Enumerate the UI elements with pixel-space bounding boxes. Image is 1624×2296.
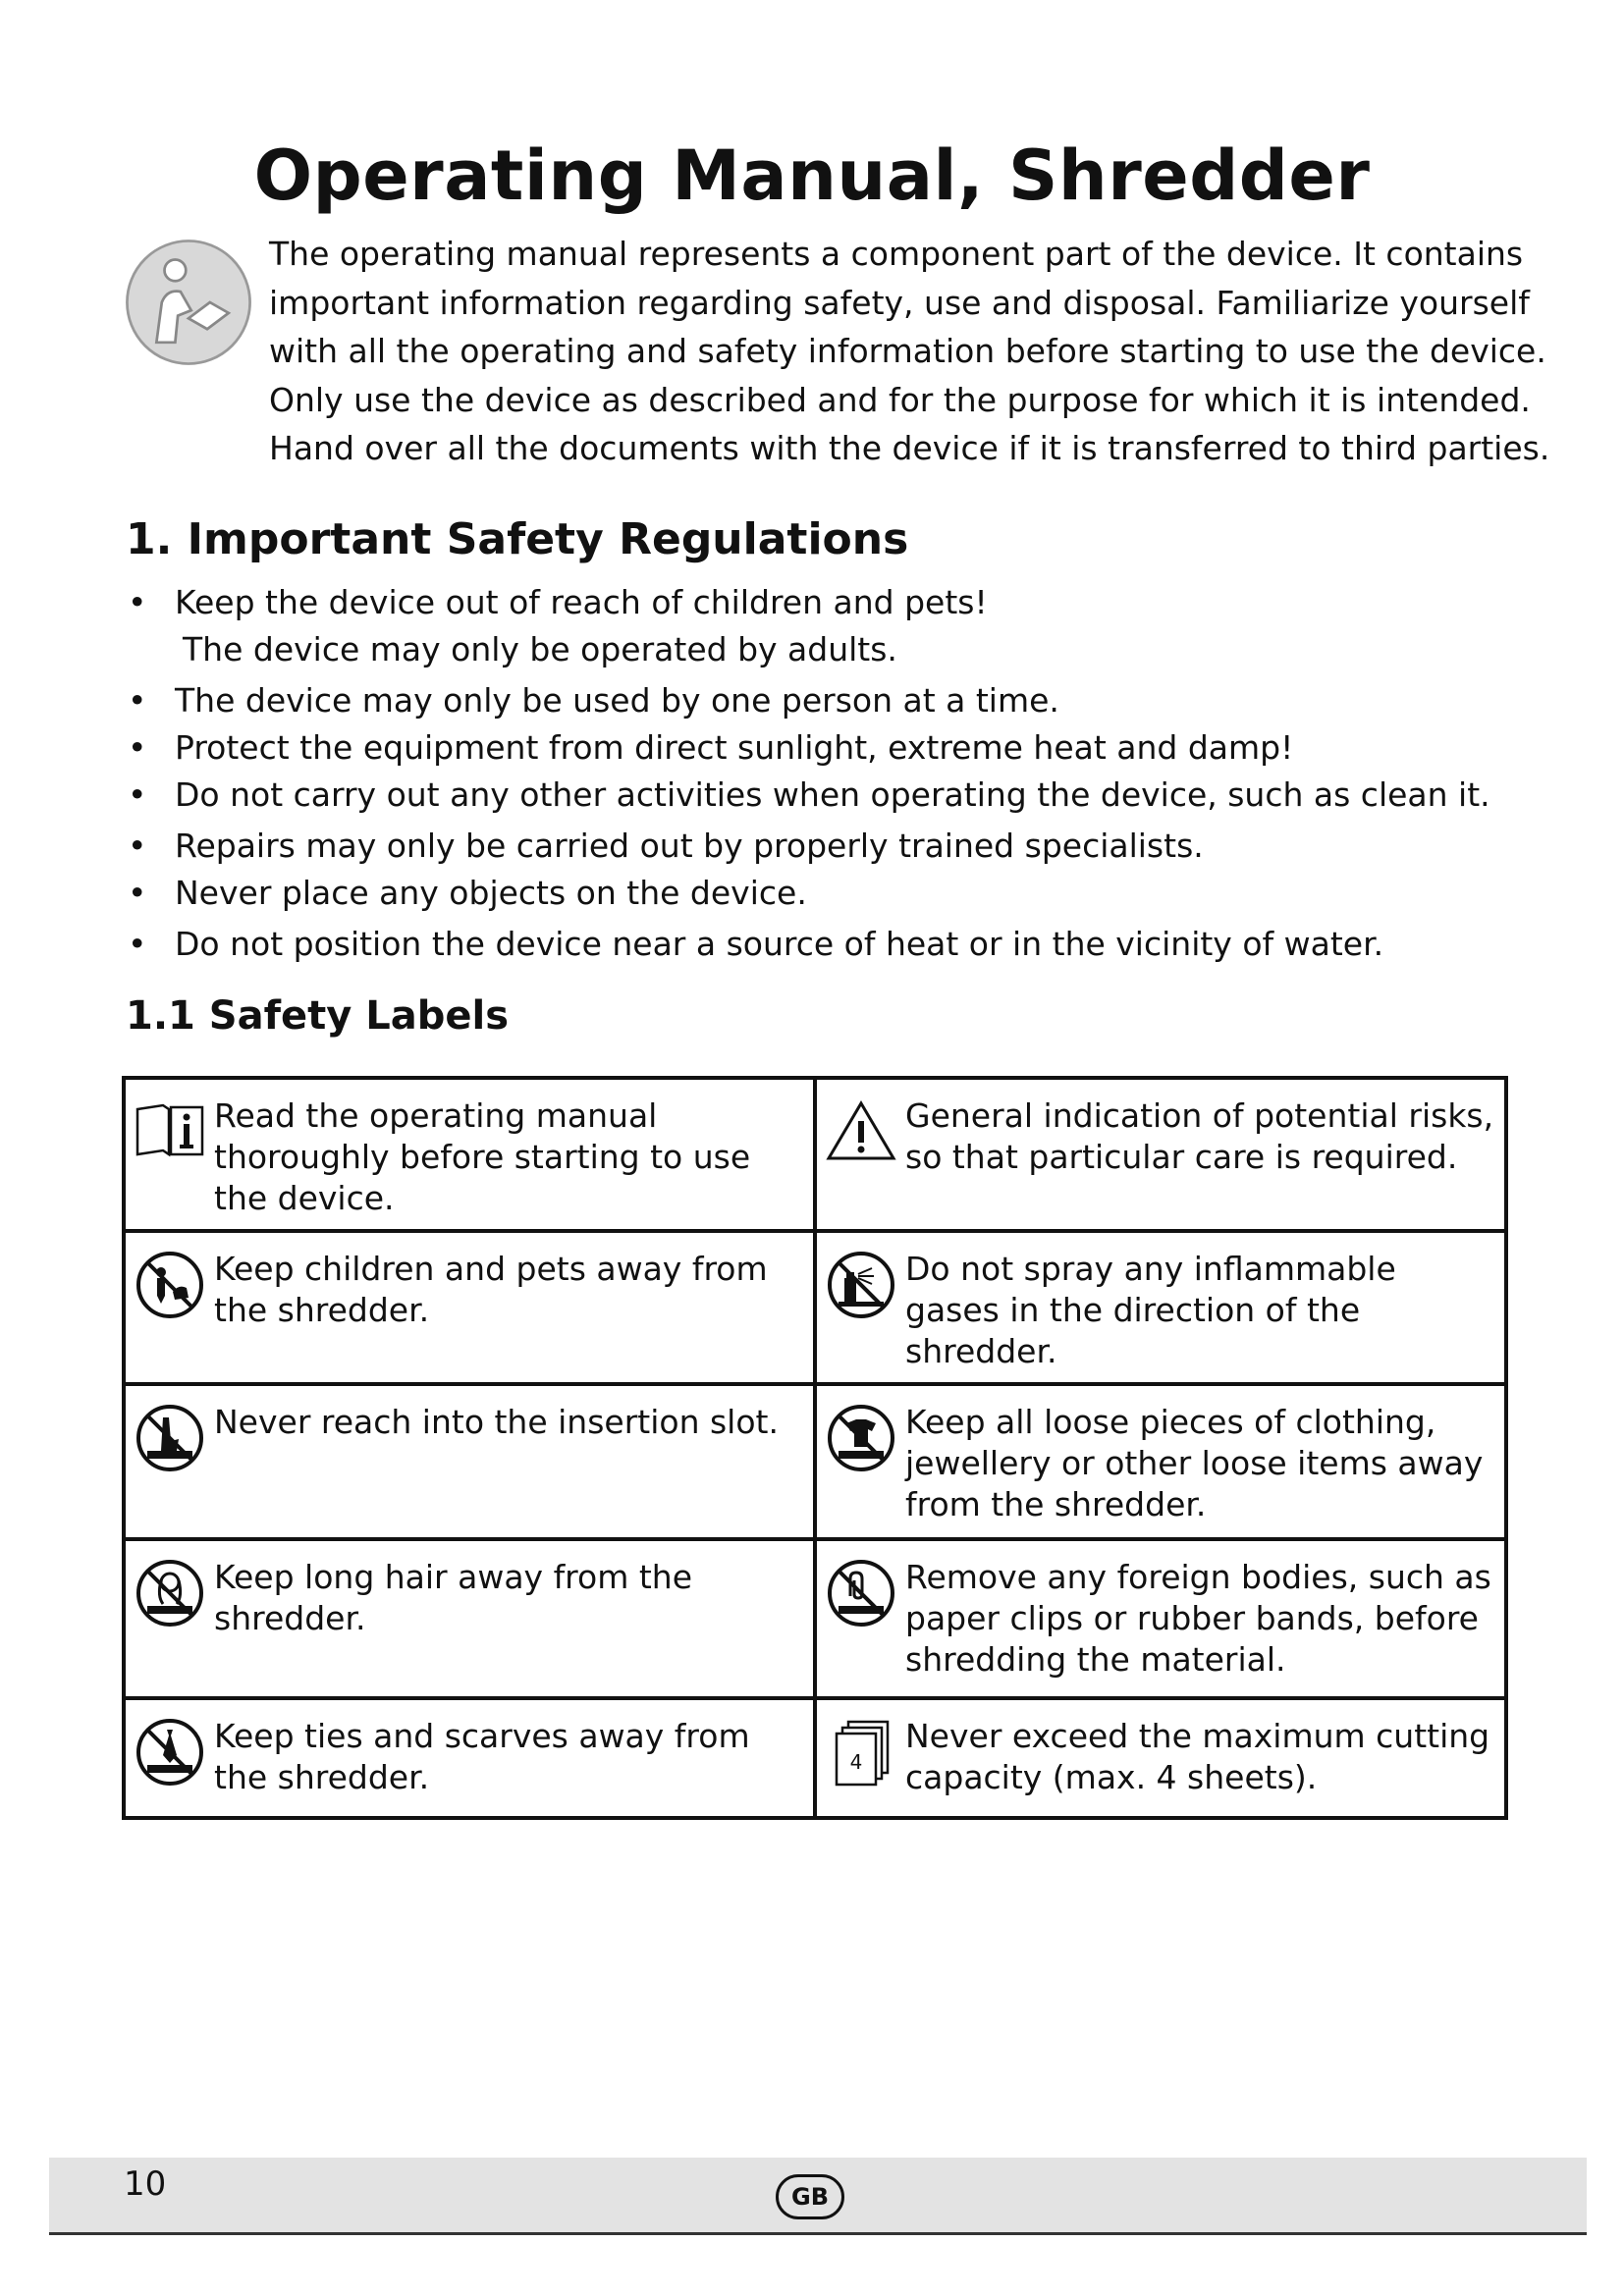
page-title: Operating Manual, Shredder [253, 135, 1371, 216]
intro-paragraph [269, 230, 1550, 473]
safety-label-cell [815, 1078, 1506, 1231]
safety-label-text: Remove any foreign bodies, such as paper clips or rubber bands, before shredding the material. [905, 1558, 1491, 1679]
no-ties-scarves-icon [134, 1716, 206, 1789]
max-sheets-icon [825, 1716, 897, 1789]
safety-label-text: Do not spray any inflammable gases in the direction of the shredder. [905, 1250, 1396, 1370]
list-item-text: Keep the device out of reach of children and pets! [175, 583, 988, 621]
intro-line: The operating manual represents a component part of the device. It contains [269, 235, 1524, 273]
max-sheets-number: 4 [849, 1750, 863, 1774]
page-number: 10 [124, 2164, 167, 2204]
country-badge: GB [776, 2174, 844, 2219]
list-item [126, 870, 1520, 917]
safety-label-cell [124, 1539, 815, 1698]
safety-label-cell [815, 1231, 1506, 1384]
intro-line: with all the operating and safety information before starting to use the device. [269, 332, 1546, 370]
no-children-pets-icon [134, 1249, 206, 1321]
safety-label-text: Keep ties and scarves away from the shredder. [214, 1717, 750, 1796]
no-long-hair-icon [134, 1557, 206, 1629]
list-item [126, 579, 1520, 673]
list-item-text: Do not position the device near a source of heat or in the vicinity of water. [175, 925, 1384, 963]
no-foreign-bodies-icon [825, 1557, 897, 1629]
list-item [126, 823, 1520, 870]
intro-line: important information regarding safety, use and disposal. Familiarize yourself [269, 283, 1530, 322]
no-loose-clothing-icon [825, 1402, 897, 1474]
no-hand-insertion-icon [134, 1402, 206, 1474]
no-spray-icon [825, 1249, 897, 1321]
table-row [124, 1384, 1506, 1539]
safety-label-cell [124, 1698, 815, 1818]
list-item-text: Never place any objects on the device. [175, 874, 807, 912]
list-item [126, 772, 1520, 819]
safety-regulations-list [126, 579, 1520, 968]
section-heading-safety-regulations: 1. Important Safety Regulations [126, 514, 909, 564]
read-manual-icon [122, 236, 255, 369]
safety-label-cell [124, 1231, 815, 1384]
table-row [124, 1078, 1506, 1231]
warning-triangle-icon [825, 1095, 897, 1168]
list-item-text: Repairs may only be carried out by properly trained specialists. [175, 827, 1204, 865]
safety-label-cell [815, 1539, 1506, 1698]
safety-label-cell [124, 1384, 815, 1539]
safety-label-text: Keep children and pets away from the shredder. [214, 1250, 768, 1329]
list-item-text: Protect the equipment from direct sunlight, extreme heat and damp! [175, 728, 1294, 767]
table-row [124, 1231, 1506, 1384]
safety-label-cell [124, 1078, 815, 1231]
footer-divider [49, 2232, 1587, 2235]
table-row [124, 1539, 1506, 1698]
list-item [126, 677, 1520, 724]
safety-label-cell [815, 1384, 1506, 1539]
safety-label-text: General indication of potential risks, so that particular care is required. [905, 1096, 1494, 1176]
list-item-text: Do not carry out any other activities when operating the device, such as clean it. [175, 775, 1490, 814]
safety-label-text: Never reach into the insertion slot. [214, 1403, 779, 1441]
intro-line: Only use the device as described and for the purpose for which it is intended. [269, 380, 1531, 419]
info-manual-icon [134, 1095, 206, 1168]
safety-label-text: Read the operating manual thoroughly before starting to use the device. [214, 1096, 751, 1217]
list-item [126, 921, 1520, 968]
section-heading-safety-labels: 1.1 Safety Labels [126, 993, 509, 1039]
safety-label-text: Never exceed the maximum cutting capacity (max. 4 sheets). [905, 1717, 1490, 1796]
list-item-text: The device may only be operated by adults. [183, 630, 897, 668]
table-row [124, 1698, 1506, 1818]
safety-label-text: Keep all loose pieces of clothing, jewellery or other loose items away from the shredder. [905, 1403, 1484, 1523]
safety-label-cell [815, 1698, 1506, 1818]
list-item-text: The device may only be used by one person at a time. [175, 681, 1059, 720]
safety-label-text: Keep long hair away from the shredder. [214, 1558, 693, 1637]
safety-labels-table [122, 1076, 1508, 1820]
list-item [126, 724, 1520, 772]
intro-line: Hand over all the documents with the device if it is transferred to third parties. [269, 429, 1550, 467]
